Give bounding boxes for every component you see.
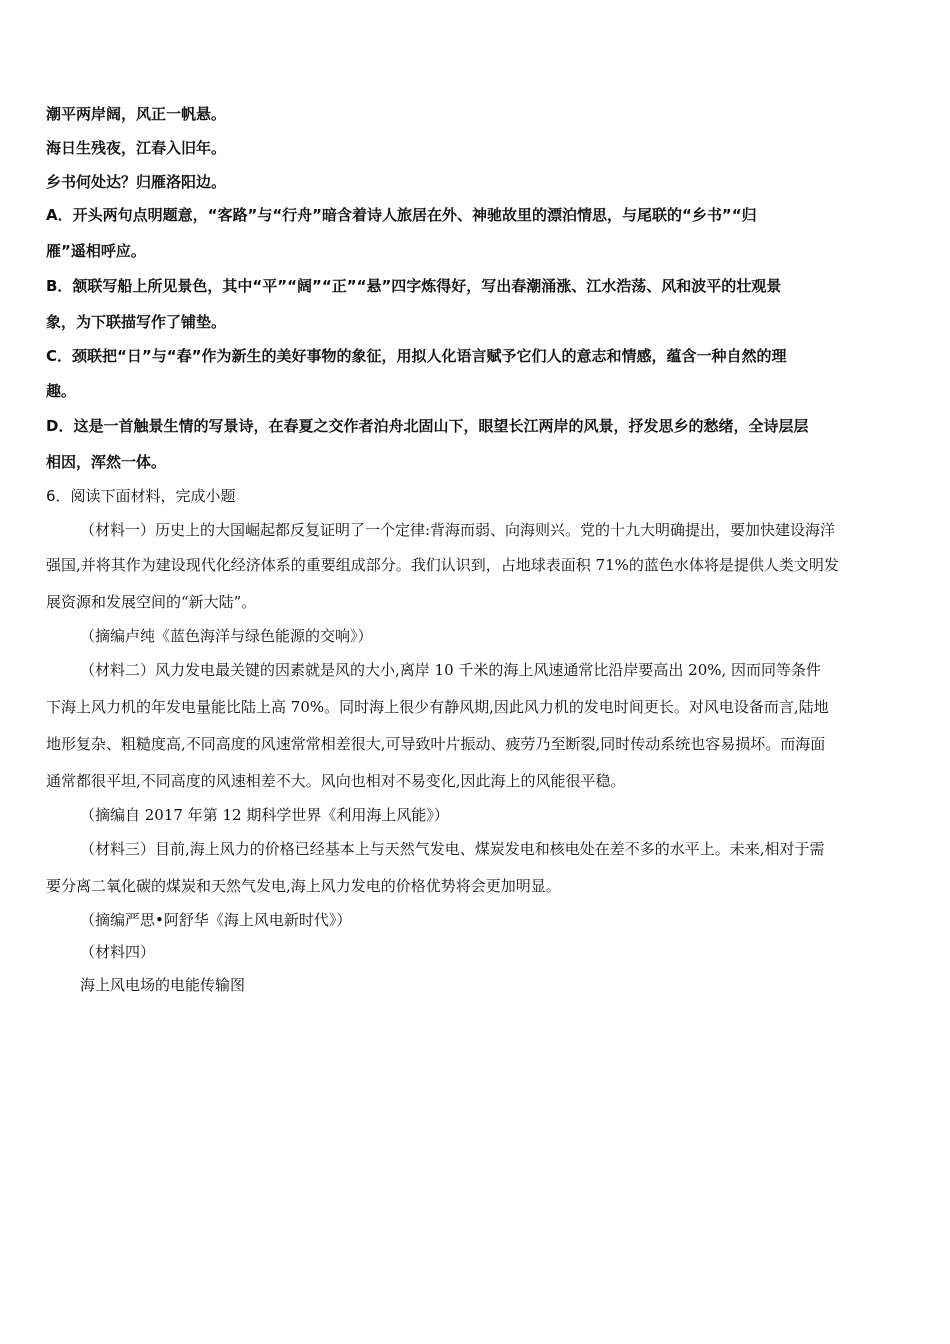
option-b-line-2: 象，为下联描写作了铺垫。 xyxy=(46,313,227,331)
material-1-source: （摘编卢纯《蓝色海洋与绿色能源的交响》） xyxy=(80,627,373,645)
question-6-heading: 6．阅读下面材料，完成小题 xyxy=(46,487,236,505)
material-3-line-2: 要分离二氧化碳的煤炭和天然气发电,海上风力发电的价格优势将会更加明显。 xyxy=(46,877,561,895)
poem-line-2: 海日生残夜，江春入旧年。 xyxy=(46,139,227,157)
material-4-caption: 海上风电场的电能传输图 xyxy=(80,976,246,994)
material-3-source: （摘编严思•阿舒华《海上风电新时代》） xyxy=(80,911,352,929)
option-a-line-1: A．开头两句点明题意，“客路”与“行舟”暗含着诗人旅居在外、神驰故里的漂泊情思，与尾联的“乡书”“归 xyxy=(46,206,757,224)
option-c-line-2: 趣。 xyxy=(46,382,77,400)
material-2-line-4: 通常都很平坦,不同高度的风速相差不大。风向也相对不易变化,因此海上的风能很平稳。 xyxy=(46,772,626,790)
option-b-line-1: B．颔联写船上所见景色，其中“平”“阔”“正”“悬”四字炼得好，写出春潮涌涨、江水浩荡、风和波平的壮观景 xyxy=(46,277,782,295)
material-1-line-3: 展资源和发展空间的“新大陆”。 xyxy=(46,593,257,611)
material-2-line-1: （材料二）风力发电最关键的因素就是风的大小,离岸 10 千米的海上风速通常比沿岸要高出 20%, 因而同等条件 xyxy=(80,661,822,679)
option-c-line-1: C．颈联把“日”与“春”作为新生的美好事物的象征，用拟人化语言赋予它们人的意志和情感，蕴含一种自然的理 xyxy=(46,347,787,365)
option-a-line-2: 雁”遥相呼应。 xyxy=(46,242,146,260)
option-d-line-2: 相因，浑然一体。 xyxy=(46,453,167,471)
material-2-line-3: 地形复杂、粗糙度高,不同高度的风速常常相差很大,可导致叶片振动、疲劳乃至断裂,同时传动系统也容易损坏。而海面 xyxy=(46,735,826,753)
option-d-line-1: D．这是一首触景生情的写景诗，在春夏之交作者泊舟北固山下，眼望长江两岸的风景，抒发思乡的愁绪，全诗层层 xyxy=(46,417,809,435)
material-3-line-1: （材料三）目前,海上风力的价格已经基本上与天然气发电、煤炭发电和核电处在差不多的水平上。未来,相对于需 xyxy=(80,840,825,858)
material-1-line-2: 强国,并将其作为建设现代化经济体系的重要组成部分。我们认识到，占地球表面积 71%的蓝色水体将是提供人类文明发 xyxy=(46,556,839,574)
material-4-label: （材料四） xyxy=(80,943,156,961)
material-2-source: （摘编自 2017 年第 12 期科学世界《利用海上风能》） xyxy=(80,806,449,824)
poem-line-3: 乡书何处达？归雁洛阳边。 xyxy=(46,173,227,191)
material-1-line-1: （材料一）历史上的大国崛起都反复证明了一个定律:背海而弱、向海则兴。党的十九大明确提出，要加快建设海洋 xyxy=(80,521,836,539)
poem-line-1: 潮平两岸阔，风正一帆悬。 xyxy=(46,105,227,123)
material-2-line-2: 下海上风力机的年发电量能比陆上高 70%。同时海上很少有静风期,因此风力机的发电时间更长。对风电设备而言,陆地 xyxy=(46,698,829,716)
